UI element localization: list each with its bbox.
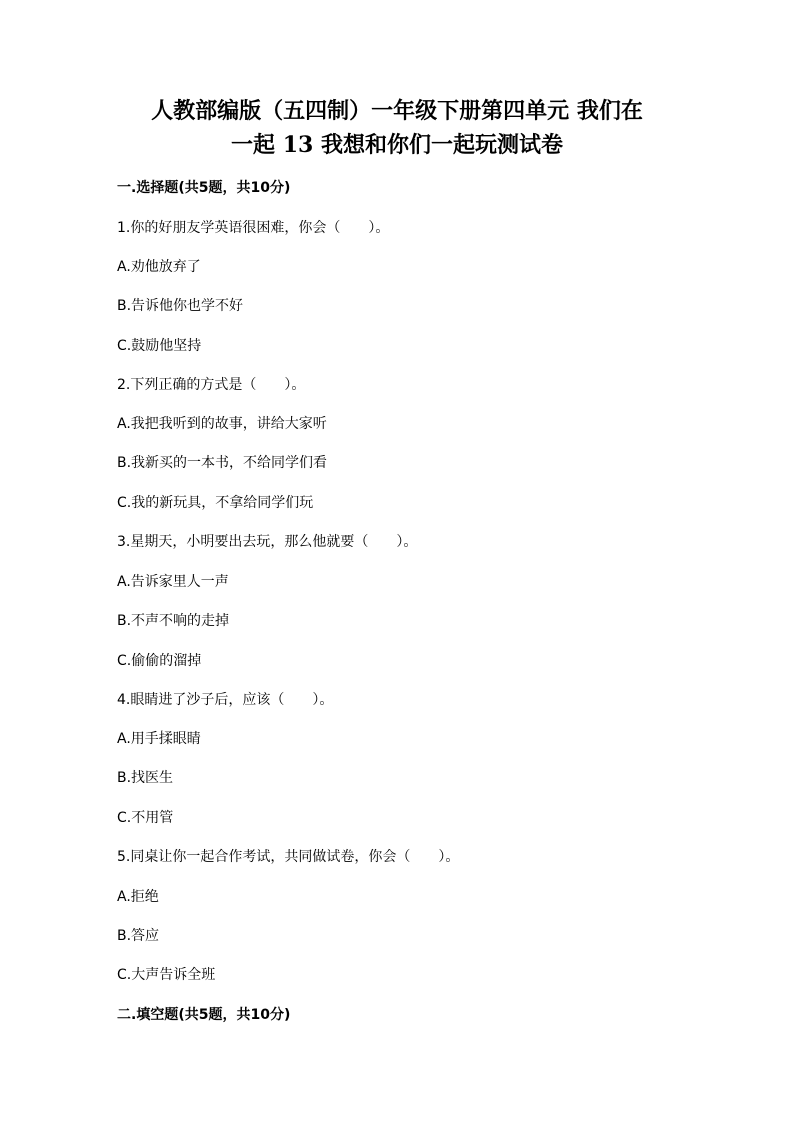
question-option: C.偷偷的溜掉 (117, 653, 202, 669)
question-option: A.劝他放弃了 (117, 259, 201, 275)
question-stem: 3.星期天，小明要出去玩，那么他就要（ ）。 (117, 534, 418, 550)
question-option: A.告诉家里人一声 (117, 574, 229, 590)
question-option: B.不声不响的走掉 (117, 613, 230, 629)
question-option: C.不用管 (117, 810, 174, 826)
question-stem: 2.下列正确的方式是（ ）。 (117, 377, 306, 393)
section-heading-choice: 一.选择题(共5题，共10分) (117, 180, 291, 196)
question-stem: 4.眼睛进了沙子后，应该（ ）。 (117, 692, 334, 708)
question-option: B.答应 (117, 928, 160, 944)
question-option: A.我把我听到的故事，讲给大家听 (117, 416, 327, 432)
page-title-line-1: 人教部编版（五四制）一年级下册第四单元 我们在 (151, 98, 643, 124)
question-option: B.告诉他你也学不好 (117, 298, 244, 314)
section-heading-fill-in: 二.填空题(共5题，共10分) (117, 1007, 291, 1023)
question-option: C.我的新玩具，不拿给同学们玩 (117, 495, 314, 511)
question-option: A.用手揉眼睛 (117, 731, 201, 747)
question-option: A.拒绝 (117, 889, 159, 905)
question-stem: 5.同桌让你一起合作考试，共同做试卷，你会（ ）。 (117, 849, 460, 865)
question-option: C.大声告诉全班 (117, 967, 216, 983)
question-option: B.我新买的一本书，不给同学们看 (117, 455, 328, 471)
question-stem: 1.你的好朋友学英语很困难，你会（ ）。 (117, 220, 390, 236)
page-title-line-2: 一起 13 我想和你们一起玩测试卷 (231, 132, 563, 158)
question-option: C.鼓励他坚持 (117, 338, 202, 354)
question-option: B.找医生 (117, 770, 174, 786)
